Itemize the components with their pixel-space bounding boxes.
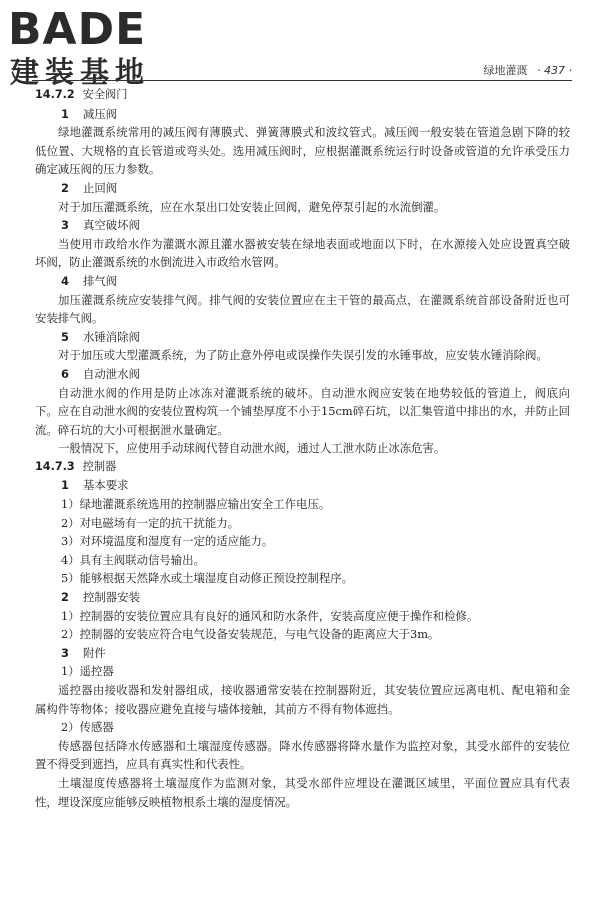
subheading-5: 5 水锤消除阀 (61, 329, 140, 344)
logo-brand-text: BADE (8, 4, 147, 55)
section-heading-14-7-3: 14.7.3 控制器 (35, 459, 117, 473)
list-item: 2）控制器的安装应符合电气设备安装规范，与电气设备的距离应大于3m。 (61, 627, 440, 642)
list-item: 3）对环境温度和湿度有一定的适应能力。 (61, 534, 274, 549)
paragraph: 自动泄水阀的作用是防止冰冻对灌溉系统的破坏。自动泄水阀应安装在地势较低的管道上，阀底向下。应在自动泄水阀的安装位置构筑一个铺垫厚度不小于15cm碎石坑，以汇集管道中排出的水，并防止回流。碎石坑的大小可根据泄水量确定。 (35, 385, 570, 437)
section-name: 绿地灌溉 (483, 64, 528, 77)
header-rule (32, 80, 572, 81)
list-item: 1）控制器的安装位置应具有良好的通风和防水条件，安装高度应便于操作和检修。 (61, 608, 479, 623)
subheading-2: 2 止回阀 (61, 180, 118, 195)
subheading-4: 4 排气阀 (61, 273, 118, 288)
paragraph: 一般情况下，应使用手动球阀代替自动泄水阀，通过人工泄水防止冰冻危害。 (58, 441, 446, 456)
sub-subheading-sensor: 2）传感器 (61, 720, 114, 735)
paragraph: 对于加压灌溉系统，应在水泵出口处安装止回阀，避免停泵引起的水流倒灌。 (58, 199, 446, 214)
subheading-3: 3 真空破坏阀 (61, 218, 140, 233)
list-item: 4）具有主阀联动信号输出。 (61, 552, 205, 567)
subheading-basic-requirements: 1 基本要求 (61, 478, 129, 493)
list-item: 2）对电磁场有一定的抗干扰能力。 (61, 515, 240, 530)
list-item: 5）能够根据天然降水或土壤湿度自动修正预设控制程序。 (61, 571, 354, 586)
section-heading-14-7-2: 14.7.2 安全阀门 (35, 88, 128, 101)
logo-sub-text: 建装基地 (10, 55, 151, 89)
sub-subheading-remote: 1）遥控器 (61, 664, 114, 679)
paragraph: 加压灌溉系统应安装排气阀。排气阀的安装位置应在主干管的最高点，在灌溉系统首部设备附近也可安装排气阀。 (35, 292, 570, 326)
paragraph: 传感器包括降水传感器和土壤湿度传感器。降水传感器将降水量作为监控对象，其受水部件的安装位置不得受到遮挡，应具有真实性和代表性。 (35, 738, 570, 772)
paragraph: 土壤湿度传感器将土壤湿度作为监测对象，其受水部件应埋设在灌溉区域里，平面位置应具有代表性，埋设深度应能够反映植物根系土壤的湿度情况。 (35, 775, 570, 809)
page-body (35, 86, 570, 811)
paragraph: 遥控器由接收器和发射器组成，接收器通常安装在控制器附近，其安装位置应远离电机、配电箱和金属构件等物体；接收器应避免直接与墙体接触，其前方不得有物体遮挡。 (35, 683, 570, 716)
list-item: 1）绿地灌溉系统选用的控制器应输出安全工作电压。 (61, 497, 331, 512)
paragraph: 对于加压或大型灌溉系统，为了防止意外停电或误操作失误引发的水锤事故，应安装水锤消除阀。 (58, 348, 548, 363)
subheading-controller-install: 2 控制器安装 (61, 590, 140, 605)
paragraph: 当使用市政给水作为灌溉水源且灌水器被安装在绿地表面或地面以下时，在水源接入处应设置真空破坏阀，防止灌溉系统的水倒流进入市政给水管网。 (35, 236, 570, 270)
subheading-accessories: 3 附件 (61, 645, 106, 660)
subheading-1: 1 减压阀 (61, 106, 118, 121)
subheading-6: 6 自动泄水阀 (61, 366, 140, 381)
running-header (484, 62, 572, 78)
page-number: · 437 · (537, 64, 572, 77)
paragraph: 绿地灌溉系统常用的减压阀有薄膜式、弹簧薄膜式和波纹管式。减压阀一般安装在管道急剧下降的较低位置、大规格的直长管道或弯头处。选用减压阀时，应根据灌溉系统运行时设备或管道的允许承受压力确定减压阀的压力参数。 (35, 125, 570, 177)
